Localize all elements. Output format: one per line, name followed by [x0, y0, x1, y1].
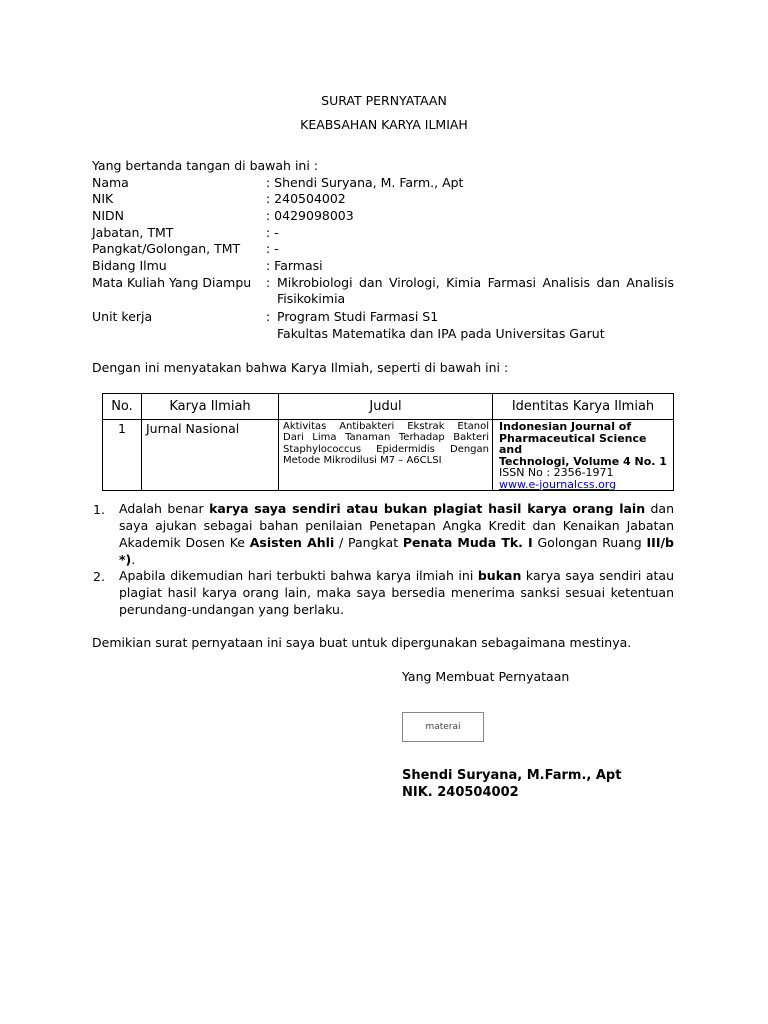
document-title: SURAT PERNYATAAN [321, 93, 447, 108]
journal-name: Pharmaceutical Science and [499, 431, 647, 456]
judul-line: Aktivitas Antibakteri Ekstrak Etanol [283, 421, 489, 432]
journal-volume: Technologi, Volume 4 No. 1 [499, 454, 667, 468]
judul-line: Staphylococcus Epidermidis Dengan [283, 443, 489, 455]
cell-karya: Jurnal Nasional [142, 420, 279, 491]
issn: ISSN No : 2356-1971 [499, 466, 614, 479]
point-2-number: 2. [93, 569, 105, 584]
text-span: Adalah benar [119, 501, 210, 516]
nama-label: Nama [92, 175, 129, 190]
point-1-number: 1. [93, 502, 105, 517]
bold-span: III/b [646, 535, 674, 550]
statement-text: Dengan ini menyatakan bahwa Karya Ilmiah, seperti di bawah ini : [92, 360, 509, 375]
table-header-judul: Judul [279, 394, 493, 420]
unit-kerja-value-cont: Fakultas Matematika dan IPA pada Universitas Garut [277, 326, 605, 341]
point-2-line-1 [119, 568, 674, 585]
unit-kerja-label: Unit kerja [92, 309, 153, 324]
bidang-value: : Farmasi [266, 258, 323, 273]
unit-kerja-value: Program Studi Farmasi S1 [277, 309, 439, 324]
bold-span: Asisten Ahli [249, 535, 335, 550]
nidn-label: NIDN [92, 208, 125, 223]
bold-span: bukan [477, 568, 522, 583]
jabatan-label: Jabatan, TMT [92, 225, 174, 240]
unit-kerja-colon: : [266, 309, 271, 324]
text-span: Akademik Dosen Ke [119, 535, 250, 550]
table-header-identitas: Identitas Karya Ilmiah [493, 394, 674, 420]
point-2-line-3: perundang-undangan yang berlaku. [119, 602, 344, 617]
point-2-line-2: plagiat hasil karya orang lain, maka saya bersedia menerima sanksi sesuai ketentuan [119, 585, 674, 600]
judul-line: Metode Mikrodilusi M7 – A6CLSI [283, 454, 442, 466]
point-1-line-3 [119, 535, 674, 552]
text-span: . [131, 552, 136, 567]
point-1-line-2: saya ajukan sebagai bahan penilaian Penetapan Angka Kredit dan Kenaikan Jabatan [119, 518, 674, 533]
maker-label: Yang Membuat Pernyataan [402, 669, 570, 684]
mata-kuliah-value-cont: Fisikokimia [277, 291, 346, 306]
closing-text: Demikian surat pernyataan ini saya buat untuk dipergunakan sebagaimana mestinya. [92, 635, 632, 650]
cell-no: 1 [103, 420, 142, 491]
karya-ilmiah-table [102, 393, 674, 491]
table-header-karya: Karya Ilmiah [142, 394, 279, 420]
journal-link[interactable]: www.e-journalcss.org [499, 477, 617, 491]
pangkat-label: Pangkat/Golongan, TMT [92, 241, 241, 256]
bold-span: karya saya sendiri atau bukan plagiat hasil karya orang lain [209, 501, 646, 516]
text-span: Apabila dikemudian hari terbukti bahwa karya ilmiah ini [119, 568, 478, 583]
table-header-no: No. [103, 394, 142, 420]
bold-span: Penata Muda Tk. I [402, 535, 533, 550]
nama-value: : Shendi Suryana, M. Farm., Apt [266, 175, 464, 190]
cell-judul [279, 420, 493, 491]
nik-label: NIK [92, 191, 114, 206]
table-header-row [103, 394, 674, 420]
signer-nik: NIK. 240504002 [402, 785, 519, 800]
point-1-line-1 [119, 501, 674, 518]
mata-kuliah-label: Mata Kuliah Yang Diampu [92, 275, 252, 290]
intro-text: Yang bertanda tangan di bawah ini : [92, 158, 319, 173]
bold-span: *) [119, 552, 132, 567]
nidn-value: : 0429098003 [266, 208, 354, 223]
pangkat-value: : - [266, 241, 279, 256]
judul-line: Dari Lima Tanaman Terhadap Bakteri [283, 432, 489, 444]
text-span: dan [645, 501, 675, 516]
document-subtitle: KEABSAHAN KARYA ILMIAH [300, 117, 468, 132]
journal-name: Indonesian Journal of [499, 420, 632, 433]
materai-label: materai [425, 722, 461, 732]
point-1-line-4 [119, 552, 135, 569]
jabatan-value: : - [266, 225, 279, 240]
cell-identitas [493, 420, 674, 491]
text-span: Golongan Ruang [532, 535, 647, 550]
bidang-label: Bidang Ilmu [92, 258, 167, 273]
text-span: / Pangkat [334, 535, 403, 550]
mata-kuliah-colon: : [266, 275, 271, 290]
materai-box [402, 712, 484, 742]
signer-name: Shendi Suryana, M.Farm., Apt [402, 768, 622, 783]
mata-kuliah-value: Mikrobiologi dan Virologi, Kimia Farmasi Analisis dan Analisis [277, 275, 674, 290]
table-row [103, 420, 674, 491]
nik-value: : 240504002 [266, 191, 346, 206]
text-span: karya saya sendiri atau [521, 568, 674, 583]
